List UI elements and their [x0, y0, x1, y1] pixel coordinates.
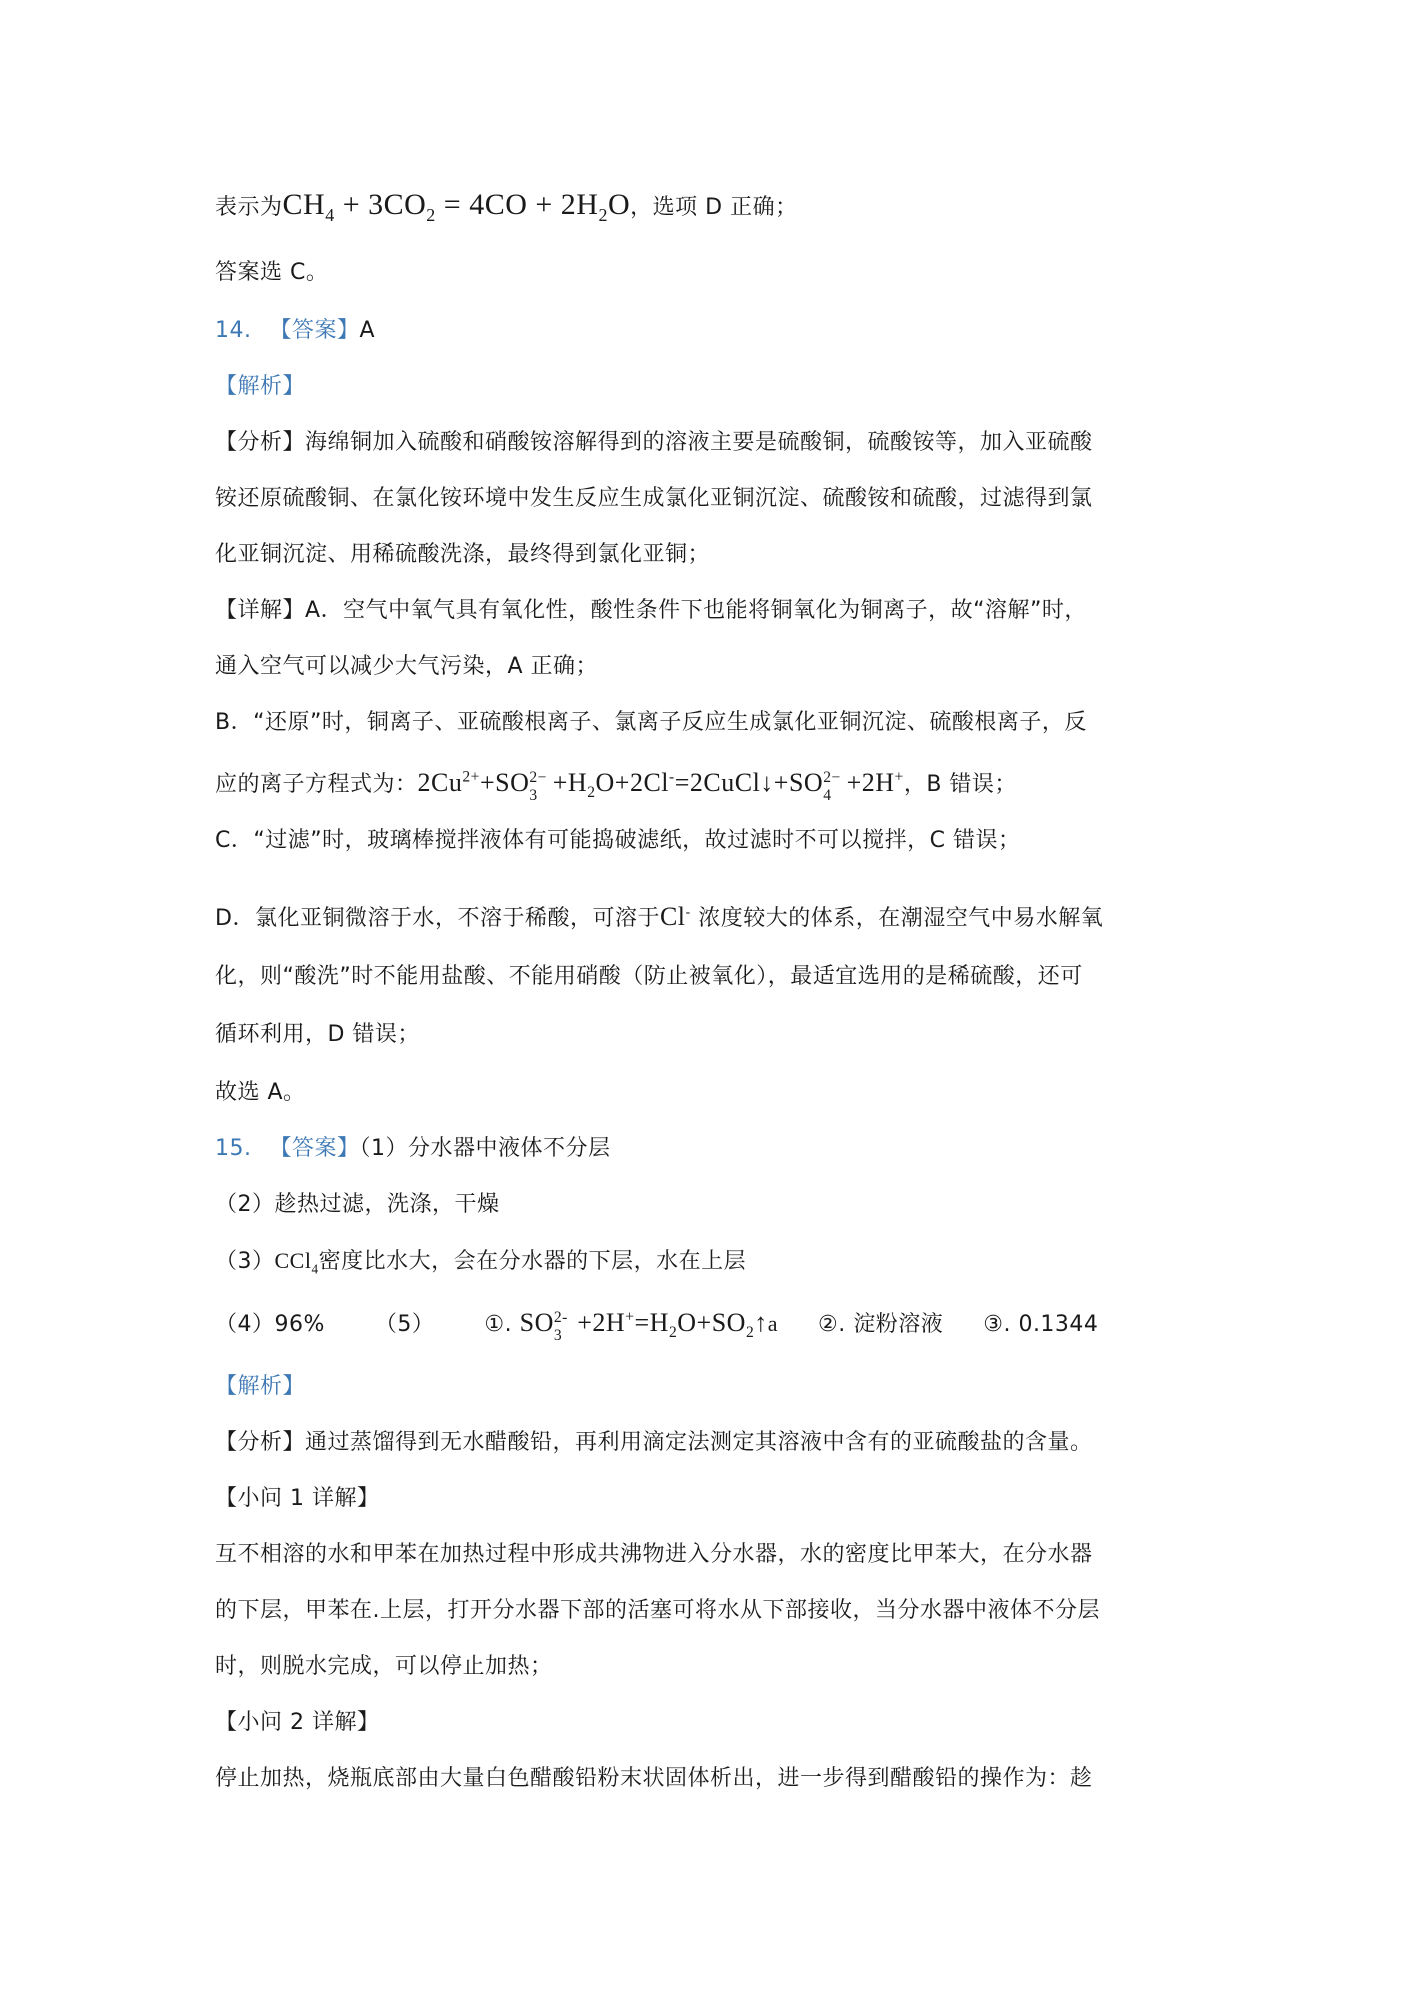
answer-value: A — [359, 318, 376, 343]
equation: $CH_4 + 3CO_2 = 4CO + 2H_2O$ — [282, 188, 631, 225]
text: ，选项 D 正确； — [630, 195, 798, 220]
q13-conclusion: 答案选 C。 — [215, 260, 329, 285]
q15-answer-line — [215, 1134, 611, 1164]
answer-3: （3）CCl$_4$密度比水大，会在分水器的下层，水在上层 — [215, 1248, 747, 1277]
question-number: 14. — [215, 318, 252, 343]
fenxi-line-3: 化亚铜沉淀、用稀硫酸洗涤，最终得到氯化亚铜； — [215, 542, 711, 567]
analysis-tag: 【解析】 — [215, 1374, 306, 1399]
answer-4-5: （4）96% （5） ①. SO 2- 3 $+2H^+=H_2O+SO_2↑a$ ②. 淀粉溶液 ③. 0.1344 — [215, 1308, 1099, 1344]
analysis-tag: 【解析】 — [215, 374, 306, 399]
xiangjie-line-1: 【详解】A．空气中氧气具有氧化性，酸性条件下也能将铜氧化为铜离子，故“溶解”时， — [215, 598, 1087, 623]
text: 表示为 — [215, 195, 283, 220]
question-number: 15. — [215, 1136, 252, 1161]
fenxi-line-2: 铵还原硫酸铜、在氯化铵环境中发生反应生成氯化亚铜沉淀、硫酸铵和硫酸，过滤得到氯 — [215, 486, 1093, 511]
answer-tag: 【答案】 — [269, 1136, 360, 1161]
sub1-line-1: 互不相溶的水和甲苯在加热过程中形成共沸物进入分水器，水的密度比甲苯大，在分水器 — [215, 1542, 1093, 1567]
sub2-line-1: 停止加热，烧瓶底部由大量白色醋酸铅粉末状固体析出，进一步得到醋酸铅的操作为：趁 — [215, 1766, 1093, 1791]
xiangjie-line-3: B．“还原”时，铜离子、亚硫酸根离子、氯离子反应生成氯化亚铜沉淀、硫酸根离子，反 — [215, 710, 1087, 735]
fenxi-line-1: 【分析】海绵铜加入硫酸和硝酸铵溶解得到的溶液主要是硫酸铜，硫酸铵等，加入亚硫酸 — [215, 430, 1093, 455]
option-d-line-3: 循环利用，D 错误； — [215, 1022, 420, 1047]
xiangjie-line-2: 通入空气可以减少大气污染，A 正确； — [215, 654, 599, 679]
q14-conclusion: 故选 A。 — [215, 1080, 306, 1105]
sulfite-equation: SO 2- 3 $+2H^+=H_2O+SO_2↑$ — [519, 1308, 768, 1344]
option-d-line-1: D．氯化亚铜微溶于水，不溶于稀酸，可溶于Cl- 浓度较大的体系，在潮湿空气中易水解氧 — [215, 902, 1104, 931]
sub1-line-2: 的下层，甲苯在.上层，打开分水器下部的活塞可将水从下部接收，当分水器中液体不分层 — [215, 1598, 1100, 1623]
ionic-equation-line: 应的离子方程式为：$2Cu^{2+}+SO$ 2− 3 $+H_2O+2Cl^-=2CuCl↓+SO$ 2− 4 +2H+，B 错误； — [215, 768, 1017, 804]
answer-1: （1）分水器中液体不分层 — [359, 1136, 611, 1161]
answer-2: （2）趁热过滤，洗涤，干燥 — [215, 1192, 500, 1217]
option-d-line-2: 化，则“酸洗”时不能用盐酸、不能用硝酸（防止被氧化），最适宜选用的是稀硫酸，还可 — [215, 964, 1083, 989]
q13-equation-line — [215, 190, 798, 223]
sub-question-1-tag: 【小问 1 详解】 — [215, 1486, 380, 1511]
sub1-line-3: 时，则脱水完成，可以停止加热； — [215, 1654, 553, 1679]
fenxi-line: 【分析】通过蒸馏得到无水醋酸铅，再利用滴定法测定其溶液中含有的亚硫酸盐的含量。 — [215, 1430, 1093, 1455]
option-c-line: C．“过滤”时，玻璃棒搅拌液体有可能捣破滤纸，故过滤时不可以搅拌，C 错误； — [215, 828, 1021, 853]
sub-question-2-tag: 【小问 2 详解】 — [215, 1710, 380, 1735]
answer-tag: 【答案】 — [269, 318, 360, 343]
ionic-equation: $2Cu^{2+}+SO$ 2− 3 $+H_2O+2Cl^-=2CuCl↓+SO$ 2− 4 +2H+ — [417, 768, 904, 804]
q14-answer-line — [215, 316, 375, 346]
